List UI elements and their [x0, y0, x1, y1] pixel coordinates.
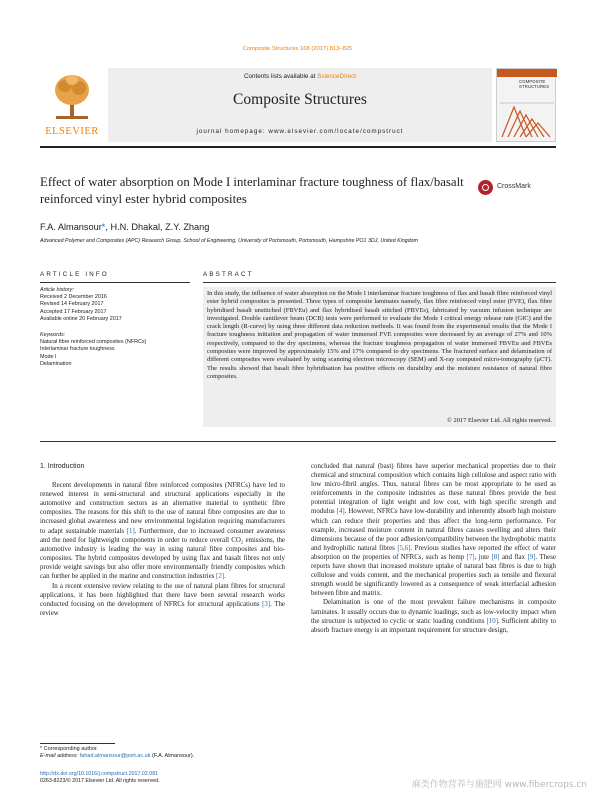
- section-heading-introduction: 1. Introduction: [40, 463, 85, 470]
- cover-title-line-2: STRUCTURES: [519, 84, 550, 89]
- email-note: E-mail address: fahad.almansour@port.ac.uk (F.A. Almansour).: [40, 753, 195, 760]
- corresponding-author-note: * Corresponding author.: [40, 746, 99, 752]
- publisher-name: ELSEVIER: [45, 126, 99, 137]
- citation-link[interactable]: [3]: [262, 601, 271, 609]
- homepage-label: journal homepage:: [196, 128, 269, 135]
- body-column-right: [311, 462, 556, 635]
- body-column-left: [40, 462, 285, 619]
- cover-title-line-1: COMPOSITE: [519, 79, 546, 84]
- citation-link[interactable]: [9]: [527, 553, 536, 561]
- article-info-heading: ARTICLE INFO: [40, 271, 109, 278]
- keyword-item: Natural fibre reinforced composites (NFRCs): [40, 339, 147, 346]
- citation-link[interactable]: [4]: [336, 508, 345, 516]
- abstract-rule: [203, 282, 556, 283]
- article-title: Effect of water absorption on Mode I interlaminar fracture toughness of flax/basalt reinforced vinyl ester hybrid composites: [40, 175, 464, 206]
- history-revised: Revised 14 February 2017: [40, 301, 104, 308]
- journal-title: Composite Structures: [233, 91, 367, 108]
- crossmark-label: CrossMark: [497, 183, 531, 190]
- doi-link[interactable]: http://dx.doi.org/10.1016/j.compstruct.2017.02.081: [40, 771, 159, 777]
- corresponding-author-marker[interactable]: *: [101, 222, 106, 232]
- article-info-panel: [40, 287, 190, 368]
- article-info-rule: [40, 282, 190, 283]
- journal-citation[interactable]: Composite Structures 168 (2017) 813–825: [242, 46, 353, 52]
- sciencedirect-link[interactable]: ScienceDirect: [317, 73, 356, 80]
- cover-artwork-icon: [500, 97, 554, 139]
- history-received: Received 2 December 2016: [40, 294, 107, 301]
- citation-link[interactable]: [10]: [486, 617, 498, 625]
- keywords-label: Keywords:: [40, 332, 66, 339]
- citation-link[interactable]: [5,6]: [397, 544, 411, 552]
- author-first[interactable]: F.A. Almansour: [40, 222, 102, 232]
- history-accepted: Accepted 17 February 2017: [40, 308, 107, 315]
- site-watermark: 麻类作物营养与施肥网 www.fibercrops.cn: [411, 780, 587, 790]
- keyword-item: Delamination: [40, 360, 72, 367]
- contents-available-line: [108, 73, 492, 80]
- abstract-copyright: © 2017 Elsevier Ltd. All rights reserved.: [446, 417, 552, 424]
- footnote-block: [40, 746, 340, 761]
- crossmark-icon: [478, 180, 493, 195]
- author-affiliation: Advanced Polymer and Composites (APC) Research Group, School of Engineering, University of Portsmouth, Portsmouth, Hampshire PO1 3DJ, United Kingdom: [40, 238, 419, 244]
- masthead-banner: [108, 68, 492, 142]
- journal-masthead: [40, 68, 556, 142]
- history-label: Article history:: [40, 287, 74, 293]
- citation-link[interactable]: [7]: [466, 553, 475, 561]
- citation-link[interactable]: [1]: [126, 527, 135, 535]
- contents-prefix: Contents lists available at: [243, 73, 318, 80]
- author-rest[interactable]: , H.N. Dhakal, Z.Y. Zhang: [105, 222, 210, 232]
- crossmark-badge[interactable]: [478, 180, 558, 196]
- abstract-text: In this study, the influence of water absorption on the Mode I interlaminar fracture toughness of flax and basalt fibre reinforced vinyl ester hybrid composites is presented. Three types of composite laminates namely, flax fibre reinforced vinyl ester (FVE), flax fibre hybridised basalt unstitched (FBVEu) and flax hybridised basalt stitched (FBVEs), fabricated by vacuum infusion technique are investigated. Double cantilever beam (DCB) tests were performed to evaluate the Mode I critical energy release rate (GIC) and the crack length (R-curve) by using three different data reduction methods. It was found from the experimental results that the Mode I fracture toughness initiation and propagation of water immersed FVE composites were decreased by an average of 27% and 10% respectively, compared to the dry specimens, whereas the fracture toughness propagation of water immersed FBVEu and FBVEs composites were improved by approximately 15% and 17% compared to dry specimens. The fractured surface and delamination of different composites were evaluated by using scanning electron microscopy (SEM) and X-ray computed micro-tomography (μCT). The results showed that basalt fibre hybridisation has positive effects on durability and the moisture resistance of natural fibre composites.: [207, 290, 552, 380]
- abstract-panel: [203, 287, 556, 427]
- footnote-rule: [40, 743, 115, 744]
- keyword-item: Mode I: [40, 353, 57, 360]
- body-paragraph: In a recent extensive review relating to the use of natural plant fibres for structural applications, it has been highlighted that there have been several research works conducted focusing on the development of NFRCs for structural applications [3]. The review: [40, 583, 285, 618]
- journal-cover-thumbnail[interactable]: [496, 68, 556, 142]
- cover-accent-bar: [497, 69, 557, 77]
- body-paragraph: concluded that natural (bast) fibres have superior mechanical properties due to their chemical and structural composition which contains high cellulose and aspect ratio with low micro-fibril angles. Thus, natural fibres can be most appropriate to be used as reinforcements in the composite industries as these natural fibres provide the best potential integration of light weight and low cost, with high specific strength and modulus [4]. However, NFRCs have low-durability and inherently absorb high moisture which can reduce their properties and thus affect the long-term performance. For example, increased moisture content in natural fibres causes swelling and alters their dimensions because of the poor adhesion/compatibility between the hydrophobic matrix and hydrophilic natural fibres [5,6]. Previous studies have reported the effect of water absorption on the properties of NFRCs, such as hemp [7], jute [8] and flax [9]. These reports have shown that increased moisture uptake of natural bast fibres is due to high cellulose and voids content, and the mechanical properties such as tensile and flexural strength would be significantly lowered as a consequence of weak interfacial adhesion between fibre and matrix.: [311, 463, 556, 598]
- body-paragraph: Recent developments in natural fibre reinforced composites (NFRCs) have led to renewed interest in semi-structural and structural applications especially in the automotive and construction sectors as an alternative material to synthetic fibre composites. The reasons for this shift to the use of natural fibre composites are due to increased global awareness and new environmental legislation requiring manufacturers to adapt sustainable materials [1]. Furthermore, due to increased consumer awareness and the need for lightweight components in order to reduce overall CO₂ emissions, the automotive industry is leading the way in using natural fibre composites and bio-composites. The hybrid composites developed by using flax and basalt fibres not only provide weight savings but also offer more environmentally friendly composites which can further be applied in the marine and construction industries [2].: [40, 482, 285, 581]
- author-list: [40, 222, 556, 232]
- body-paragraph: Delamination is one of the most prevalent failure mechanisms in composite laminates. It usually occurs due to dynamic loadings, such as low-velocity impact when the structure is subjected to cyclic or static loading conditions [10]. Sufficient ability to absorb fracture energy is an important requirement for structure design,: [311, 599, 557, 634]
- abstract-heading: ABSTRACT: [203, 271, 254, 278]
- citation-link[interactable]: [2]: [216, 573, 225, 581]
- masthead-divider: [40, 146, 556, 148]
- issn-copyright: 0263-8223/© 2017 Elsevier Ltd. All rights reserved.: [40, 778, 160, 784]
- email-link[interactable]: fahad.almansour@port.ac.uk: [79, 753, 151, 760]
- elsevier-tree-logo-icon: [52, 72, 92, 120]
- doi-block: [40, 771, 340, 785]
- cover-title: [519, 79, 556, 89]
- homepage-link[interactable]: www.elsevier.com/locate/compstruct: [268, 128, 404, 135]
- publisher-logo[interactable]: [40, 72, 104, 138]
- body-divider: [40, 441, 556, 442]
- journal-homepage-line: [108, 128, 492, 135]
- keyword-item: Interlaminar fracture toughness: [40, 346, 115, 353]
- history-online: Available online 20 February 2017: [40, 315, 122, 322]
- citation-link[interactable]: [8]: [491, 553, 500, 561]
